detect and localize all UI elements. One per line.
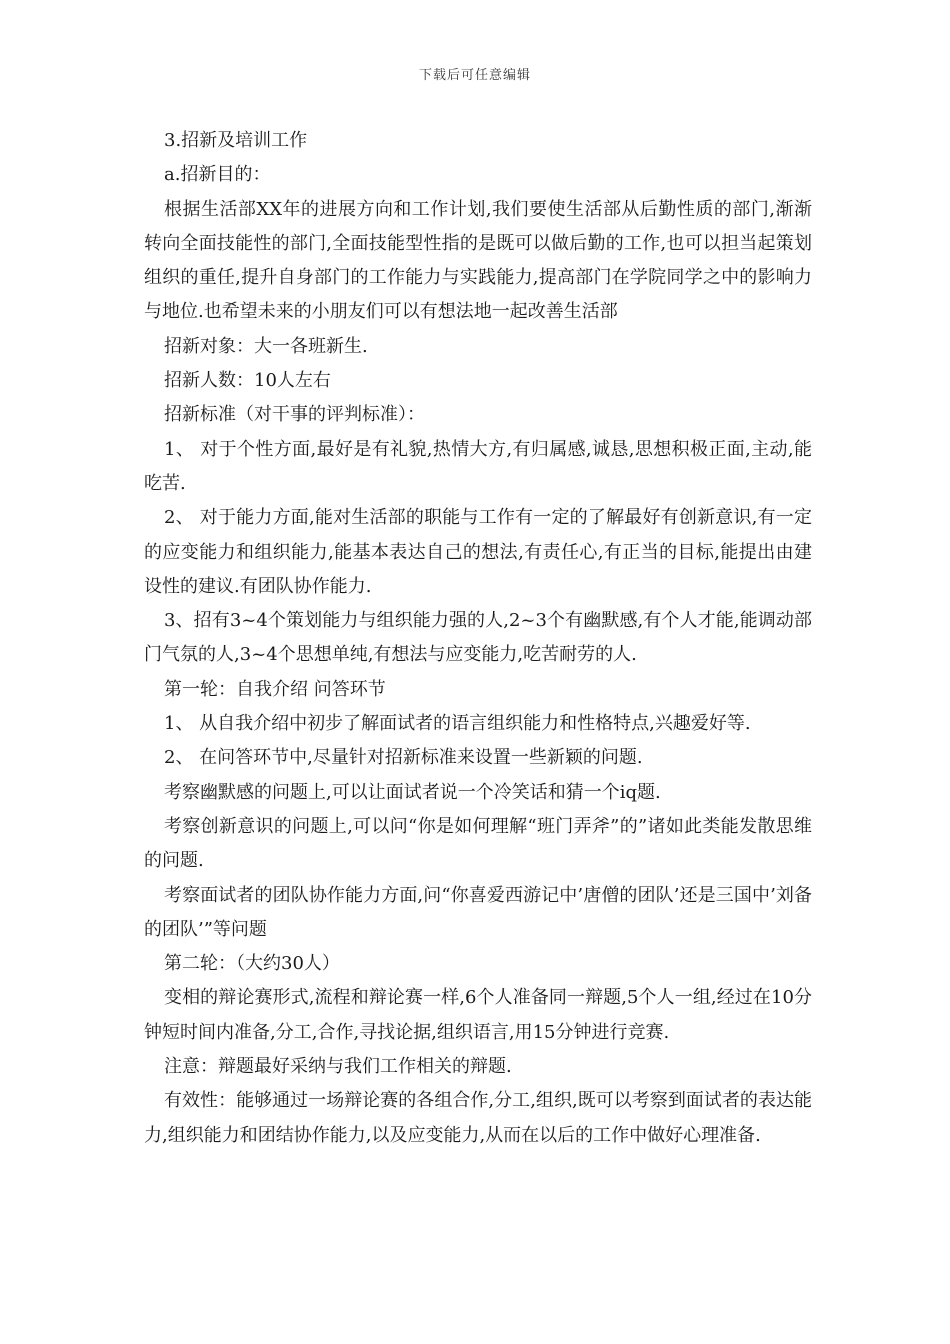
document-body	[144, 124, 812, 1153]
paragraph: 考察面试者的团队协作能力方面,问“你喜爱西游记中’唐僧的团队’还是三国中’刘备的团队’”等问题	[144, 884, 812, 940]
paragraph: 招新标准（对干事的评判标准）：	[164, 404, 425, 426]
page-header: 下载后可任意编辑	[418, 68, 531, 83]
subsection-heading: a.招新目的：	[164, 164, 271, 186]
section-heading: 3.招新及培训工作	[164, 130, 308, 151]
list-item: 3、招有3~4个策划能力与组织能力强的人,2~3个有幽默感,有个人才能,能调动部门气氛的人,3~4个思想单纯,有想法与应变能力,吃苦耐劳的人.	[144, 610, 812, 666]
round-heading: 第一轮：自我介绍 问答环节	[164, 678, 386, 700]
list-item: 1、 从自我介绍中初步了解面试者的语言组织能力和性格特点,兴趣爱好等.	[164, 713, 751, 735]
list-item: 2、 在问答环节中,尽量针对招新标准来设置一些新颖的问题.	[164, 747, 643, 769]
round-heading: 第二轮：（大约30人）	[164, 953, 340, 975]
paragraph: 根据生活部XX年的进展方向和工作计划,我们要使生活部从后勤性质的部门,渐渐转向全面技能性的部门,全面技能型性指的是既可以做后勤的工作,也可以担当起策划组织的重任,提升自身部门的工作能力与实践能力,提高部门在学院同学之中的影响力与地位.也希望未来的小朋友们可以有想法地一起改善生活部	[144, 198, 812, 323]
list-item: 2、 对于能力方面,能对生活部的职能与工作有一定的了解最好有创新意识,有一定的应变能力和组织能力,能基本表达自己的想法,有责任心,有正当的目标,能提出由建设性的建议.有团队协作能力.	[144, 507, 812, 597]
paragraph: 考察幽默感的问题上,可以让面试者说一个冷笑话和猜一个iq题.	[164, 781, 661, 803]
paragraph: 招新人数：10人左右	[164, 370, 331, 392]
paragraph: 注意：辩题最好采纳与我们工作相关的辩题.	[164, 1056, 512, 1078]
paragraph: 变相的辩论赛形式,流程和辩论赛一样,6个人准备同一辩题,5个人一组,经过在10分钟短时间内准备,分工,合作,寻找论据,组织语言,用15分钟进行竞赛.	[144, 987, 812, 1043]
paragraph: 有效性：能够通过一场辩论赛的各组合作,分工,组织,既可以考察到面试者的表达能力,组织能力和团结协作能力,以及应变能力,从而在以后的工作中做好心理准备.	[144, 1090, 812, 1146]
paragraph: 招新对象：大一各班新生.	[164, 335, 368, 357]
paragraph: 考察创新意识的问题上,可以问“你是如何理解“班门弄斧”的”诸如此类能发散思维的问题.	[144, 815, 812, 872]
list-item: 1、 对于个性方面,最好是有礼貌,热情大方,有归属感,诚恳,思想积极正面,主动,能吃苦.	[144, 438, 812, 494]
